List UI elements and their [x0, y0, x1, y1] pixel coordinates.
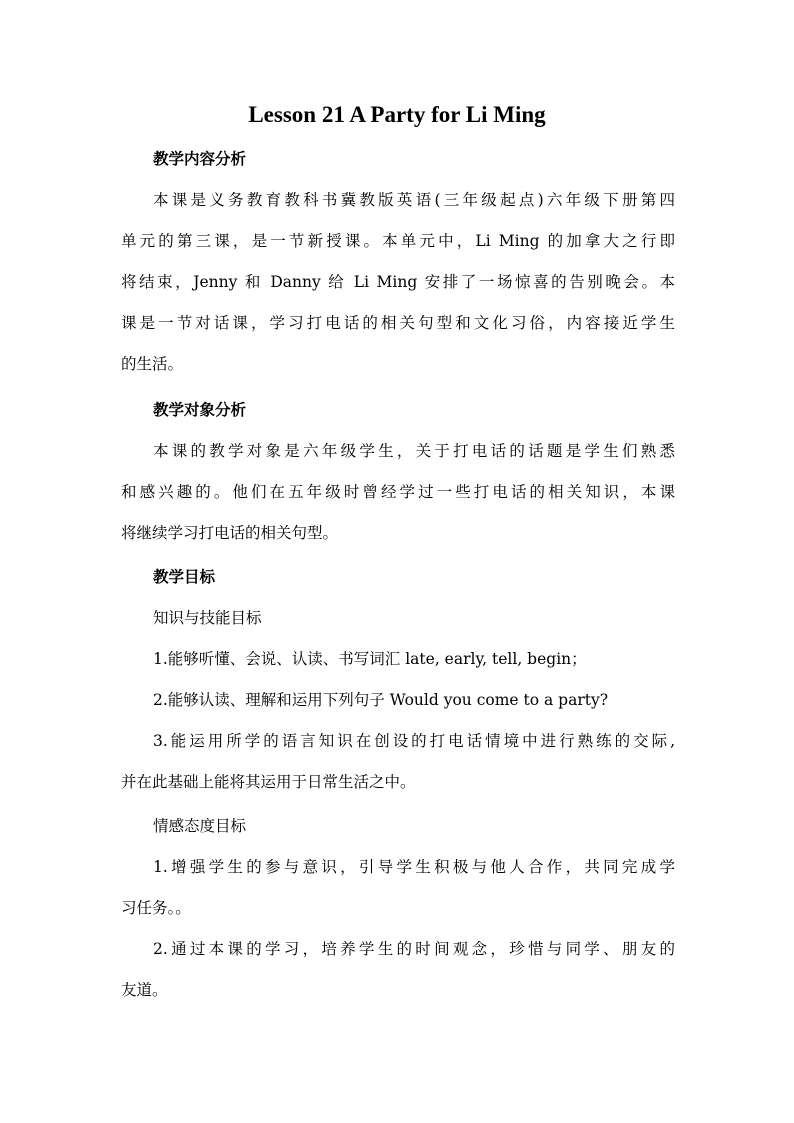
goal-item: 2.能够认读、理解和运用下列句子 Would you come to a party?: [153, 691, 609, 709]
paragraph-line: 本课是义务教育教科书冀教版英语(三年级起点)六年级下册第四: [153, 191, 675, 209]
paragraph-line: 和感兴趣的。他们在五年级时曾经学过一些打电话的相关知识，本课: [121, 483, 675, 501]
goal-item: 2.通过本课的学习，培养学生的时间观念，珍惜与同学、朋友的: [153, 940, 675, 958]
lesson-title: Lesson 21 A Party for Li Ming: [248, 102, 546, 127]
paragraph-line: 将结束，Jenny 和 Danny 给 Li Ming 安排了一场惊喜的告别晚会。本: [121, 273, 675, 291]
goal-item: 习任务。。: [121, 899, 191, 917]
section-heading-content-analysis: 教学内容分析: [153, 149, 247, 168]
paragraph-line: 课是一节对话课，学习打电话的相关句型和文化习俗，内容接近学生: [121, 314, 675, 332]
subheading-emotional-attitude: 情感态度目标: [153, 817, 247, 835]
goal-item: 3.能运用所学的语言知识在创设的打电话情境中进行熟练的交际,: [153, 732, 675, 750]
paragraph-line: 本课的教学对象是六年级学生，关于打电话的话题是学生们熟悉: [153, 442, 675, 460]
goal-item: 友道。: [121, 981, 168, 999]
subheading-knowledge-skills: 知识与技能目标: [153, 609, 262, 627]
section-heading-audience-analysis: 教学对象分析: [153, 400, 247, 419]
goal-item: 1.增强学生的参与意识，引导学生积极与他人合作，共同完成学: [153, 858, 675, 876]
section-heading-teaching-goals: 教学目标: [153, 567, 216, 586]
goal-item: 1.能够听懂、会说、认读、书写词汇 late, early, tell, begin；: [153, 650, 587, 668]
paragraph-line: 将继续学习打电话的相关句型。: [121, 524, 339, 542]
paragraph-line: 的生活。: [121, 355, 184, 373]
paragraph-line: 单元的第三课，是一节新授课。本单元中，Li Ming 的加拿大之行即: [121, 232, 675, 250]
goal-item: 并在此基础上能将其运用于日常生活之中。: [121, 773, 416, 791]
